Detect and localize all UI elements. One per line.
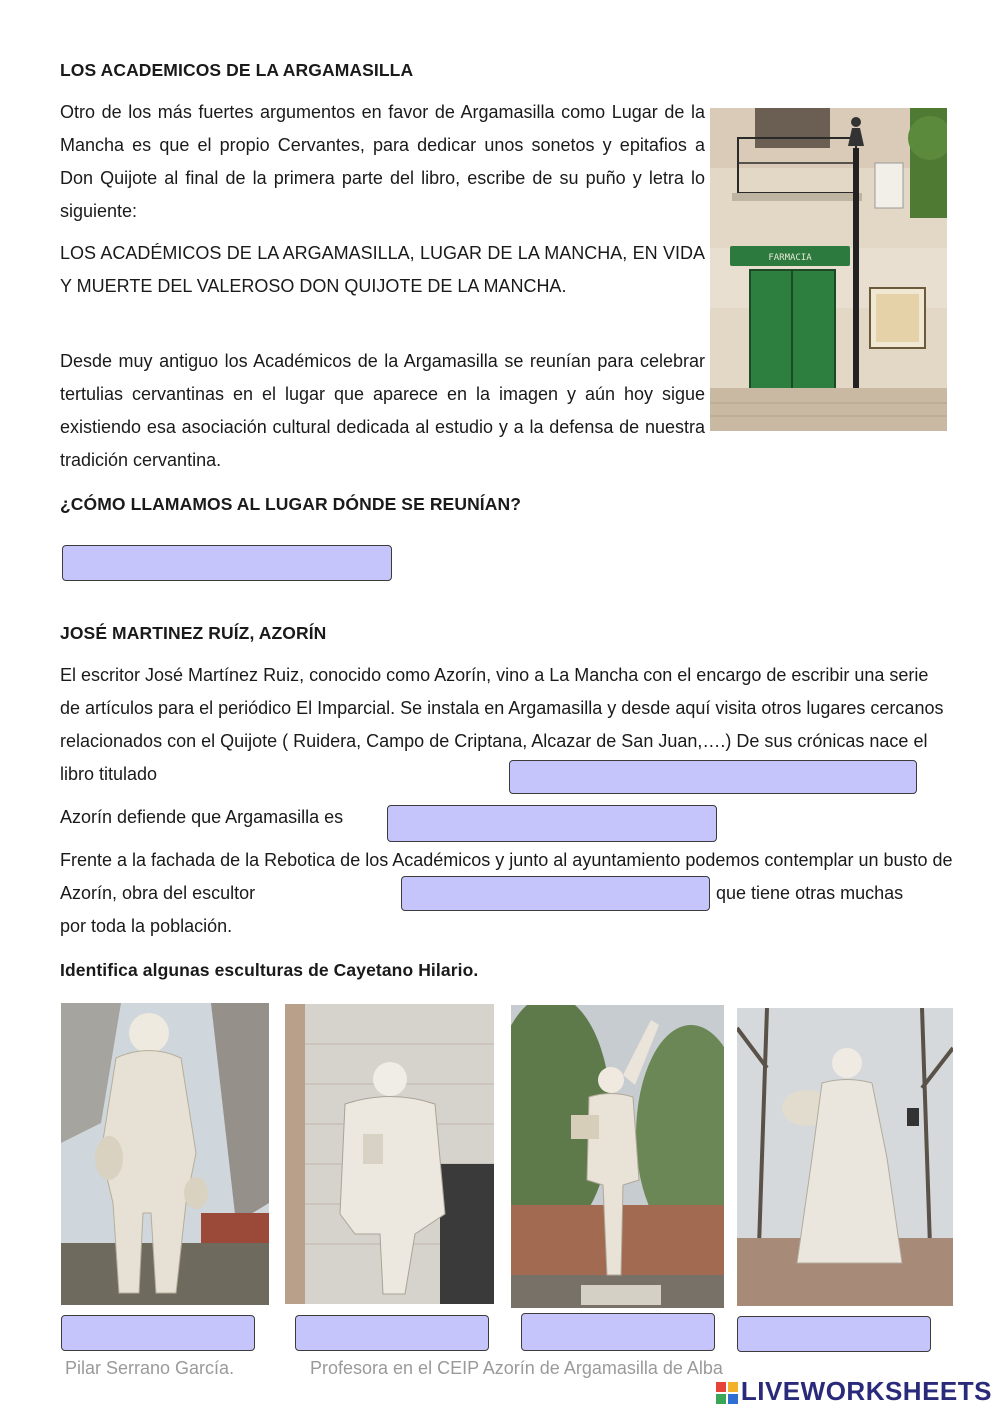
footer-author: Pilar Serrano García. [65,1358,235,1378]
paragraph-tertulias: Desde muy antiguo los Académicos de la Argamasilla se reunían para celebrar tertulias cervantinas en el lugar que aparece en la imagen y aún hoy sigue existiendo esa asociación cultural dedicada al estudio y a la defensa de nuestra tradición cervantina. [60,351,705,470]
section-title-azorin: JOSÉ MARTINEZ RUÍZ, AZORÍN [60,623,327,643]
paragraph-quote: LOS ACADÉMICOS DE LA ARGAMASILLA, LUGAR DE LA MANCHA, EN VIDA Y MUERTE DEL VALEROSO DON QUIJOTE DE LA MANCHA. [60,243,705,296]
sculpture-illustration-1 [61,1003,269,1305]
rebotica-photo [710,108,947,431]
sculpture-illustration-3 [511,1005,724,1308]
paragraph-cervantes: Otro de los más fuertes argumentos en favor de Argamasilla como Lugar de la Mancha es que el propio Cervantes, para dedicar unos sonetos y epitafios a Don Quijote al final de la primera parte del libro, escribe de su puño y letra lo siguiente: [60,102,705,221]
paragraph-azorin: El escritor José Martínez Ruiz, conocido como Azorín, vino a La Mancha con el encargo de escribir una serie de artículos para el periódico El Imparcial. Se instala en Argamasilla y desde aquí visita otros lugares cercanos relacionados con el Quijote ( Ruidera, Campo de Criptana, Alcazar de San Juan,….) De sus crónicas nace el libro titulado [60,665,944,784]
paragraph-argamasilla-es: Azorín defiende que Argamasilla es [60,807,344,827]
sculpture-photo-4 [737,1008,953,1306]
answer-input-argamasilla[interactable] [387,805,717,842]
farmacia-sign: FARMACIA [768,253,812,263]
footer-role: Profesora en el CEIP Azorín de Argamasilla de Alba [310,1358,723,1378]
sculpture-photo-1 [61,1003,269,1305]
paragraph-poblacion: por toda la población. [60,916,233,936]
paragraph-otras-muchas: que tiene otras muchas [716,883,904,903]
sculpture-illustration-4 [737,1008,953,1306]
section-title-academicos: LOS ACADEMICOS DE LA ARGAMASILLA [60,60,414,80]
sculpture-illustration-2 [285,1004,494,1304]
answer-input-sculpture-4[interactable] [737,1316,931,1352]
sculpture-photo-3 [511,1005,724,1308]
question-lugar: ¿CÓMO LLAMAMOS AL LUGAR DÓNDE SE REUNÍAN? [60,494,522,514]
liveworksheets-logo-icon [716,1382,738,1404]
sculpture-photo-2 [285,1004,494,1304]
answer-input-libro[interactable] [509,760,917,794]
answer-input-sculpture-1[interactable] [61,1315,255,1351]
liveworksheets-brand [716,1376,992,1407]
answer-input-sculpture-3[interactable] [521,1313,715,1351]
liveworksheets-brand-text: LIVEWORKSHEETS [740,1376,992,1406]
answer-input-escultor[interactable] [401,876,710,911]
answer-input-sculpture-2[interactable] [295,1315,489,1351]
paragraph-busto-text: Frente a la fachada de la Rebotica de los Académicos y junto al ayuntamiento podemos contemplar un busto de Azorín, obra del escultor [60,850,953,903]
question-esculturas: Identifica algunas esculturas de Cayetano Hilario. [60,960,479,980]
answer-input-lugar[interactable] [62,545,392,581]
rebotica-illustration [710,108,947,431]
